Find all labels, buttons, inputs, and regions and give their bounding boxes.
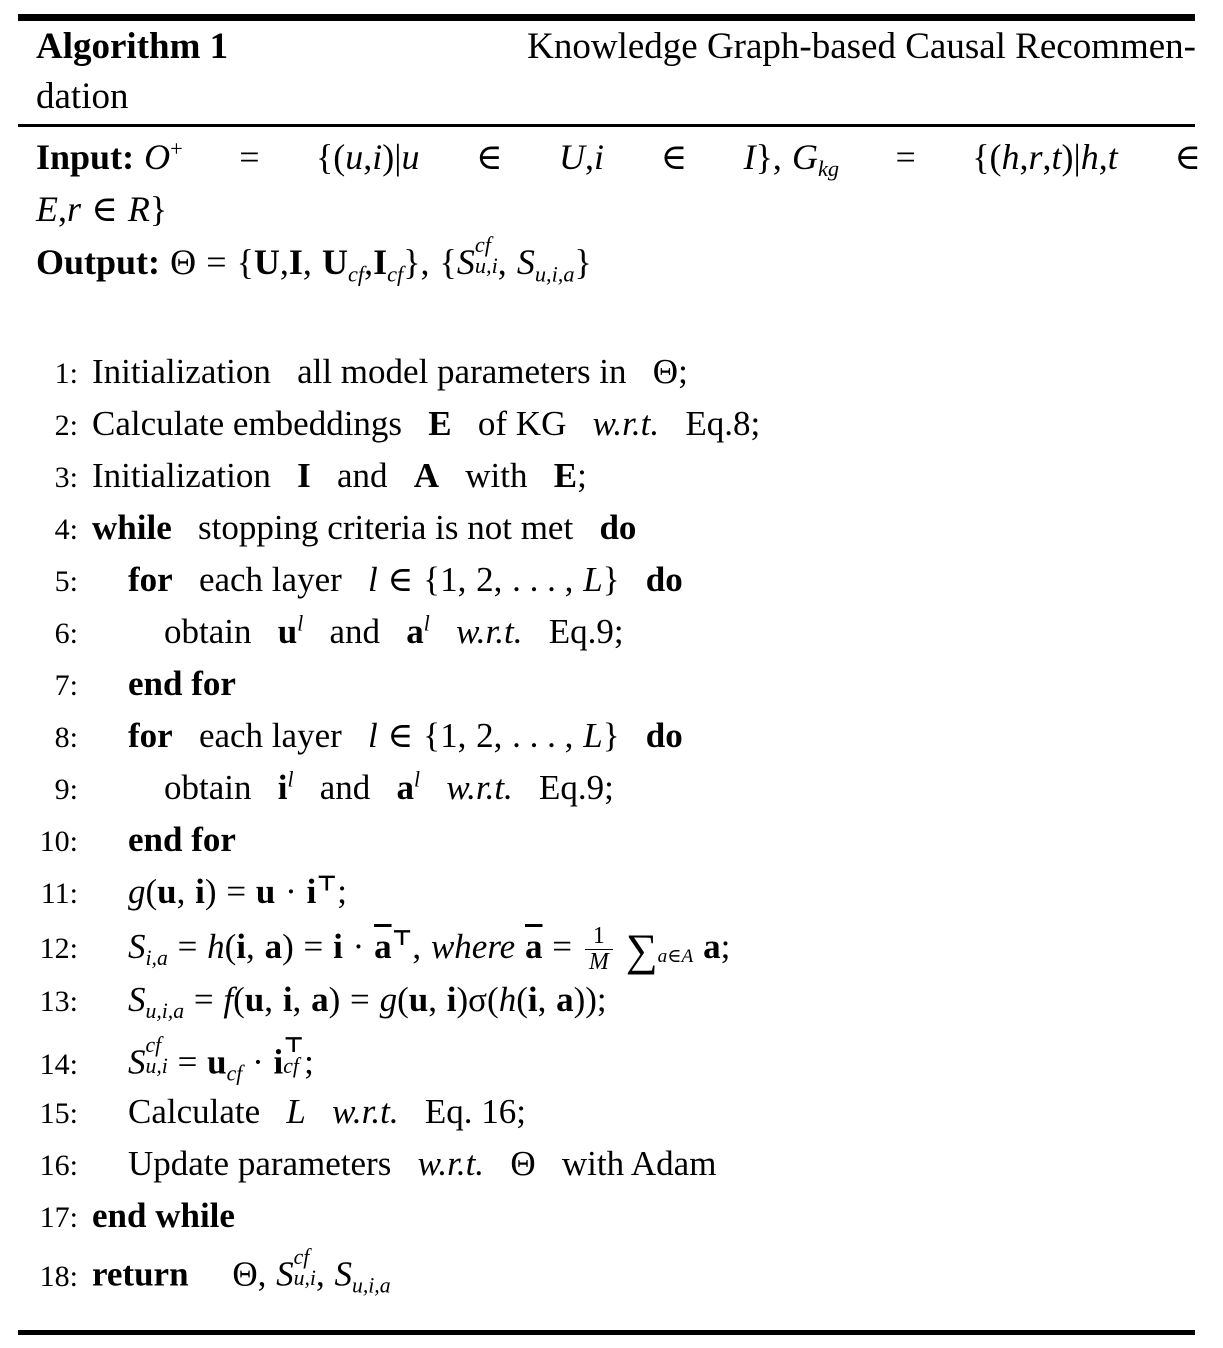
output-line: Output: Θ = {U,I, $U_{cf},I_{cf}$}, {S cf u,i , $S_{u,i,a}$} <box>36 231 592 287</box>
line-content: Initialization I and A with E; <box>92 456 587 495</box>
line-content: $S_{u,i,a} = f(u$, i, a) = g(u, i)σ(h(i, a)); <box>128 980 607 1023</box>
rule-middle <box>18 124 1195 127</box>
line-number: 8: <box>54 721 78 754</box>
algorithm-line-15 <box>0 1092 1223 1144</box>
line-content: Initialization all model parameters in Θ; <box>92 352 688 391</box>
line-number: 4: <box>54 513 78 546</box>
line-3-with: with <box>465 456 528 495</box>
line-3-and: and <box>336 456 388 495</box>
algorithm-line-6 <box>0 612 1223 664</box>
line-content: end for <box>128 820 236 859</box>
line-8-for-keyword: for <box>128 716 173 755</box>
line-number: 11: <box>40 877 78 910</box>
algorithm-line-2 <box>0 404 1223 456</box>
line-number: 15: <box>39 1097 78 1130</box>
line-18-return-keyword: return <box>92 1254 189 1294</box>
line-number: 9: <box>54 773 78 806</box>
algorithm-line-9 <box>0 768 1223 820</box>
line-6-wrt: w.r.t. <box>456 612 523 651</box>
line-2-wrt: w.r.t. <box>592 404 660 443</box>
line-number: 13: <box>39 985 78 1018</box>
line-number: 10: <box>39 825 78 858</box>
algorithm-line-17 <box>0 1196 1223 1248</box>
line-number: 3: <box>54 461 78 494</box>
algorithm-line-5 <box>0 560 1223 612</box>
line-number: 16: <box>39 1149 78 1182</box>
line-15-calculate: Calculate <box>128 1092 261 1131</box>
line-content: Update parameters w.r.t. Θ with Adam <box>128 1144 717 1183</box>
algorithm-line-14 <box>0 1032 1223 1092</box>
line-2-kg: of KG <box>477 404 567 443</box>
line-8-do-keyword: do <box>645 716 683 755</box>
line-4-text: stopping criteria is not met <box>197 508 574 547</box>
line-9-obtain: obtain <box>164 768 252 807</box>
line-5-text: each layer <box>198 560 342 599</box>
algorithm-body <box>0 352 1223 1304</box>
algorithm-number-label: Algorithm 1 <box>36 26 229 67</box>
line-6-obtain: obtain <box>164 612 252 651</box>
line-content: Calculate embeddings E of KG w.r.t. Eq.8; <box>92 404 761 443</box>
line-8-text: each layer <box>198 716 342 755</box>
input-label: Input: <box>36 137 135 177</box>
algorithm-line-8 <box>0 716 1223 768</box>
line-content: for each layer l ∈ {1, 2, . . . , L} do <box>128 560 683 599</box>
algorithm-line-11 <box>0 872 1223 924</box>
input-in-1: ∈ <box>475 137 503 177</box>
line-1-keyword: Initialization <box>92 352 271 391</box>
line-content: S cf u,i = $u_{cf} \cdot i$ ⊤ cf ; <box>128 1032 314 1086</box>
line-2-text: Calculate embeddings <box>92 404 403 443</box>
line-number: 12: <box>39 931 78 965</box>
line-2-eq: Eq.8; <box>685 404 761 443</box>
line-number: 2: <box>54 409 78 442</box>
algorithm-title-text: Knowledge Graph-based Causal Recommen- <box>527 26 1196 67</box>
algorithm-io <box>36 131 1201 288</box>
input-set-1: {(u,i)|u <box>315 137 420 177</box>
input-line-2: E,r ∈ R} <box>36 189 168 229</box>
algorithm-line-16 <box>0 1144 1223 1196</box>
line-1-text: all model parameters in <box>297 352 627 391</box>
line-6-eq: Eq.9; <box>548 612 624 651</box>
line-9-eq: Eq.9; <box>539 768 614 807</box>
line-15-wrt: w.r.t. <box>332 1092 399 1131</box>
line-number: 6: <box>54 617 78 650</box>
input-line-1-left: Input: O+ <box>36 136 183 177</box>
rule-bottom <box>18 1330 1195 1335</box>
algorithm-line-10 <box>0 820 1223 872</box>
line-number: 18: <box>39 1259 78 1293</box>
input-set-3: I}, $G_{kg}$ <box>743 137 840 182</box>
line-4-while-keyword: while <box>92 508 172 547</box>
rule-top <box>18 14 1195 21</box>
algorithm-line-12 <box>0 924 1223 980</box>
line-15-eq: Eq. 16; <box>424 1092 526 1131</box>
line-number: 7: <box>54 669 78 702</box>
line-content: obtain $i^l$ and $a^l$ w.r.t. Eq.9; <box>164 767 614 807</box>
line-16-adam: with Adam <box>561 1144 717 1183</box>
algorithm-line-7 <box>0 664 1223 716</box>
line-4-do-keyword: do <box>599 508 637 547</box>
input-in-2: ∈ <box>660 137 688 177</box>
line-content <box>92 508 636 548</box>
input-set-4: {(h,r,t)|h,t <box>972 137 1118 177</box>
algorithm-title <box>36 22 1196 122</box>
input-eq-1: = <box>239 137 260 177</box>
line-number: 1: <box>54 357 78 390</box>
line-9-and: and <box>319 768 371 807</box>
line-16-text: Update parameters <box>128 1144 392 1183</box>
algorithm-line-18 <box>0 1244 1223 1304</box>
line-number: 17: <box>39 1201 78 1234</box>
input-in-3: ∈ <box>1174 137 1201 177</box>
algorithm-title-line-2: dation <box>36 76 129 117</box>
input-set-2: U,i <box>559 137 605 177</box>
line-content: for each layer l ∈ {1, 2, . . . , L} do <box>128 716 683 755</box>
line-5-for-keyword: for <box>128 560 173 599</box>
line-content: Calculate L w.r.t. Eq. 16; <box>128 1092 526 1131</box>
line-content: $S_{i,a} = h(i$, $a) = i \cdot \overline{a}^⊤$, where $\overline{a}$ = $\frac{1}{M}$ ∑a∈A a; <box>128 923 731 975</box>
line-content: g(u, i) = u · i⊤; <box>128 871 347 911</box>
line-number: 14: <box>39 1047 78 1081</box>
line-16-wrt: w.r.t. <box>417 1144 485 1183</box>
algorithm-line-1 <box>0 352 1223 404</box>
line-content: end for <box>128 664 236 703</box>
line-5-do-keyword: do <box>645 560 683 599</box>
line-content: end while <box>92 1196 235 1235</box>
line-content: return Θ, S cf u,i , $S_{u,i,a}$ <box>92 1244 391 1298</box>
line-3-keyword: Initialization <box>92 456 271 495</box>
algorithm-line-13 <box>0 980 1223 1036</box>
output-label: Output: <box>36 242 161 283</box>
line-9-wrt: w.r.t. <box>446 768 513 807</box>
input-line-1 <box>36 131 1201 183</box>
line-content: obtain $u^l$ and $a^l$ w.r.t. Eq.9; <box>164 611 624 651</box>
algorithm-line-3 <box>0 456 1223 508</box>
algorithm-title-line-1 <box>36 22 1196 72</box>
line-12-where: where <box>430 926 516 966</box>
algorithm-line-4 <box>0 508 1223 560</box>
input-eq-2: = <box>895 137 916 177</box>
line-6-and: and <box>329 612 381 651</box>
line-number: 5: <box>54 565 78 598</box>
